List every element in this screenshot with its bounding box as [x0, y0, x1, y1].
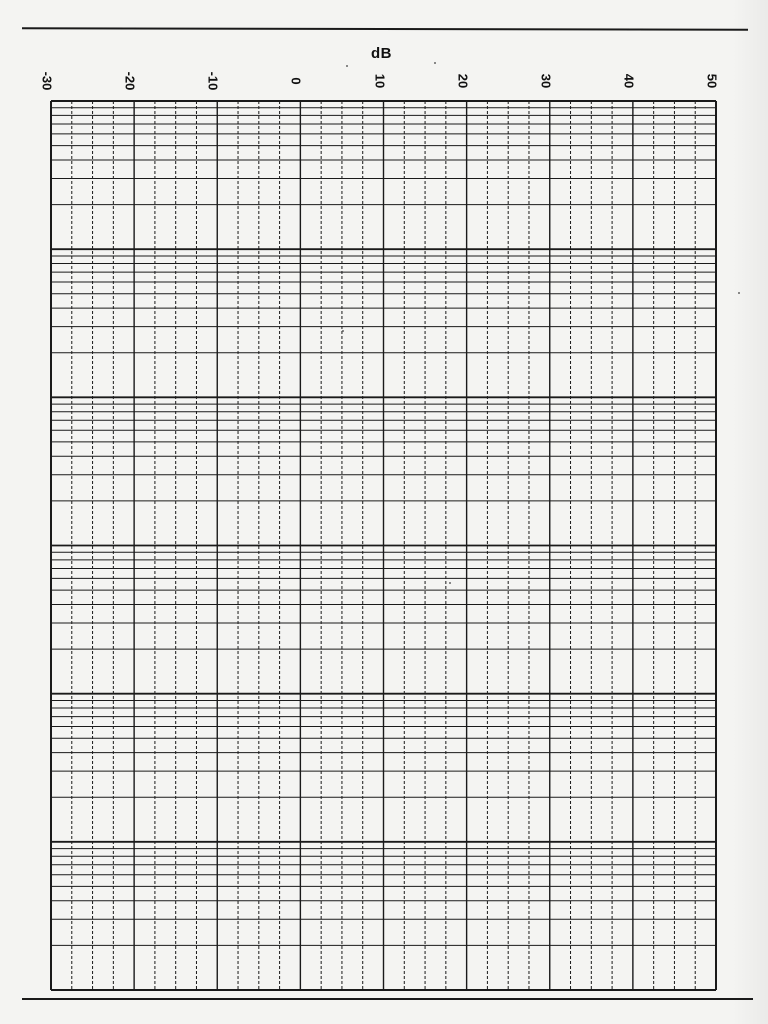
- db-tick-label: 50: [704, 73, 720, 89]
- db-tick-label: 30: [538, 73, 554, 89]
- db-tick-label: -30: [39, 71, 55, 91]
- paper-speck: [346, 65, 348, 67]
- db-tick-label: 20: [455, 73, 471, 89]
- db-tick-label: 40: [621, 73, 637, 89]
- db-axis-title: dB: [371, 45, 392, 62]
- db-tick-label: -20: [122, 71, 138, 91]
- paper-speck: [342, 330, 344, 332]
- db-tick-label: -10: [205, 71, 221, 91]
- paper-speck: [449, 582, 451, 584]
- paper-speck: [738, 292, 740, 294]
- paper-speck: [434, 62, 436, 64]
- db-tick-label: 10: [372, 73, 387, 89]
- bottom-border-rule: [22, 998, 753, 1000]
- db-tick-label: 0: [288, 77, 304, 85]
